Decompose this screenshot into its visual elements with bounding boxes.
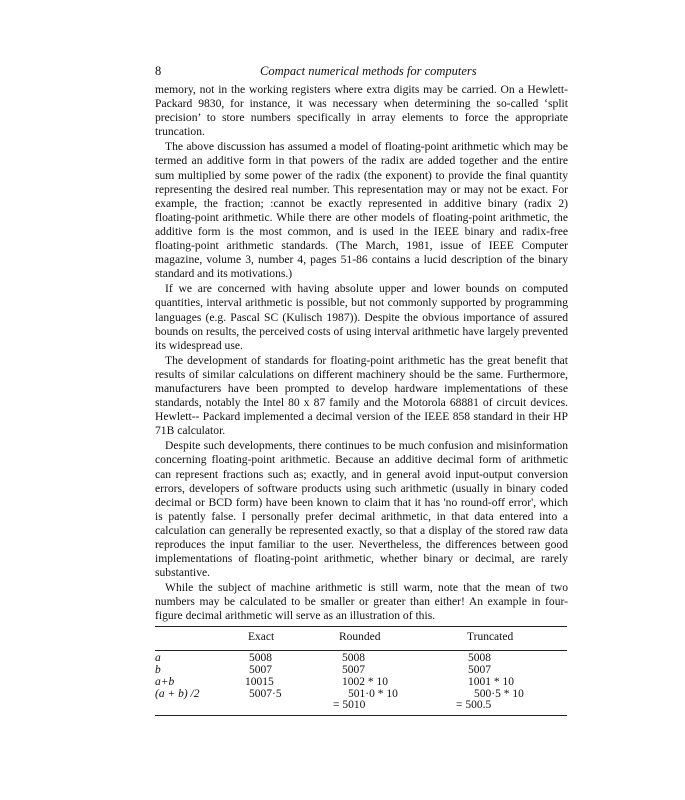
paragraph: The development of standards for floating-point arithmetic has the great benefit that results of similar calculations on different machinery should be the same. Furthermore, manufacturers have been prompted to develop hardware implementations of these standards, notably the Intel 80 x 87 family and the Motorola 68881 of circuit devices. Hewlett-- Packard implemented a decimal version of the IEEE 858 standard in their HP 71B calculator. (155, 353, 568, 438)
page-header (155, 64, 575, 84)
paragraph: While the subject of machine arithmetic is still warm, note that the mean of two numbers may be calculated to be smaller or greater than either! An example in four-figure decimal arithmetic will serve as an illustration of this. (155, 581, 568, 623)
table-cell-rounded: 1002 * 10 (342, 676, 388, 688)
row-label-a-plus-b: a+b (155, 676, 175, 688)
table-cell-truncated: 5007 (468, 664, 491, 676)
table-cell-truncated: 500·5 * 10 (474, 688, 524, 700)
page-number: 8 (155, 64, 162, 78)
row-label-mean: (a + b) /2 (155, 688, 200, 700)
body-text (155, 83, 568, 625)
row-label-b: b (155, 664, 161, 676)
table-cell-exact: 10015 (245, 676, 274, 688)
row-label-a: a (155, 652, 161, 664)
table-bottom-rule (155, 715, 567, 716)
paragraph: If we are concerned with having absolute upper and lower bounds on computed quantities, interval arithmetic is possible, but not commonly supported by programming languages (e.g. Pascal SC (Kulisch 1987)). Despite the obvious importance of assured bounds on results, the perceived costs of using interval arithmetic have largely prevented its widespread use. (155, 282, 568, 352)
paragraph: The above discussion has assumed a model of floating-point arithmetic which may be termed an additive form in that powers of the radix are added together and the entire sum multiplied by some power of the radix (the exponent) to provide the final quantity representing the desired real number. This representation may or may not be exact. For example, the fraction; :cannot be exactly represented in additive binary (radix 2) floating-point arithmetic. While there are other models of floating-point arithmetic, the additive form is the most common, and is used in the IEEE binary and radix-free floating-point arithmetic standards. (The March, 1981, issue of IEEE Computer magazine, volume 3, number 4, pages 51-86 contains a lucid description of the binary standard and its motivations.) (155, 140, 568, 281)
table-cell-truncated: = 500.5 (456, 699, 492, 711)
paragraph: Despite such developments, there continues to be much confusion and misinformation concerning floating-point arithmetic. Because an additive decimal form of arithmetic can represent fractions such as; exactly, and in general avoid input-output conversion errors, developers of software products using such arithmetic (usually in binary coded decimal or BCD form) have been known to claim that it has 'no round-off error', which is patently false. I personally prefer decimal arithmetic, in that data entered into a calculation can generally be represented exactly, so that a display of the stored raw data reproduces the input familiar to the user. Nevertheless, the differences between good implementations of floating-point arithmetic, whether binary or decimal, are rarely substantive. (155, 439, 568, 580)
table-cell-exact: 5007·5 (249, 688, 282, 700)
table-cell-rounded: 501·0 * 10 (348, 688, 398, 700)
column-header-rounded: Rounded (339, 631, 381, 643)
table-cell-rounded: 5007 (342, 664, 365, 676)
paragraph: memory, not in the working registers where extra digits may be carried. On a Hewlett-Packard 9830, for instance, it was necessary when determining the so-called ‘split precision’ to store numbers specifically in array elements to force the appropriate truncation. (155, 83, 568, 139)
running-title: Compact numerical methods for computers (260, 64, 477, 78)
table-cell-truncated: 1001 * 10 (468, 676, 514, 688)
table-cell-truncated: 5008 (468, 652, 491, 664)
column-header-exact: Exact (248, 631, 275, 643)
table-header-rule (155, 650, 567, 651)
table-top-rule (155, 626, 567, 627)
table-cell-exact: 5007 (249, 664, 272, 676)
table-cell-exact: 5008 (249, 652, 272, 664)
table-cell-rounded: 5008 (342, 652, 365, 664)
table-cell-rounded: = 5010 (333, 699, 366, 711)
column-header-truncated: Truncated (467, 631, 514, 643)
